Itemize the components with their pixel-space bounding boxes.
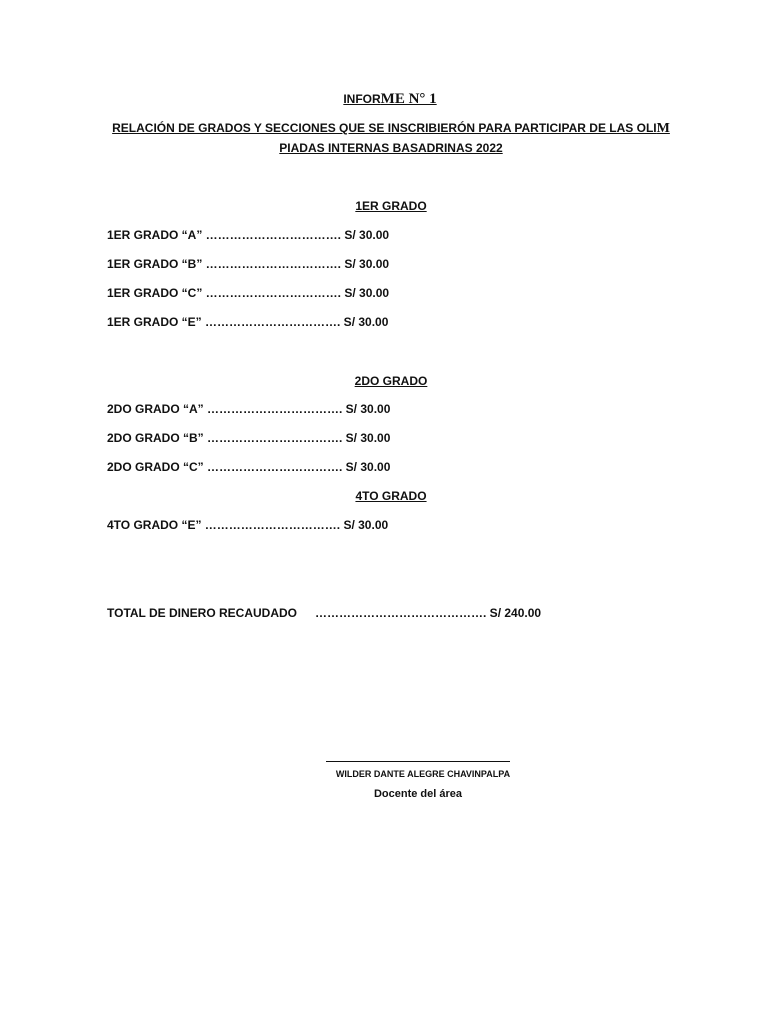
total-line bbox=[107, 606, 541, 620]
report-subtitle-line1 bbox=[0, 121, 768, 137]
list-item: 2DO GRADO “C” ……………………………. S/ 30.00 bbox=[107, 460, 391, 474]
section-heading-1er-grado: 1ER GRADO bbox=[355, 199, 427, 213]
signature-line bbox=[326, 761, 510, 762]
list-item: 2DO GRADO “B” ……………………………. S/ 30.00 bbox=[107, 431, 391, 445]
report-subtitle-line2: PIADAS INTERNAS BASADRINAS 2022 bbox=[279, 141, 503, 155]
section-heading-4to-grado: 4TO GRADO bbox=[355, 489, 427, 503]
signatory-name: WILDER DANTE ALEGRE CHAVINPALPA bbox=[335, 769, 511, 779]
list-item: 1ER GRADO “A” ……………………………. S/ 30.00 bbox=[107, 228, 390, 242]
report-title-small: INFOR bbox=[343, 92, 381, 106]
list-item: 4TO GRADO “E” ……………………………. S/ 30.00 bbox=[107, 518, 389, 532]
list-item: 1ER GRADO “E” ……………………………. S/ 30.00 bbox=[107, 315, 389, 329]
report-subtitle-line1-main: RELACIÓN DE GRADOS Y SECCIONES QUE SE INSCRIBIERÓN PARA PARTICIPAR DE LAS OLI bbox=[112, 121, 657, 135]
list-item: 1ER GRADO “C” ……………………………. S/ 30.00 bbox=[107, 286, 390, 300]
signatory-role: Docente del área bbox=[373, 788, 463, 800]
section-heading-2do-grado: 2DO GRADO bbox=[354, 374, 428, 388]
report-title-big: ME N° 1 bbox=[380, 91, 437, 107]
total-label: TOTAL DE DINERO RECAUDADO bbox=[107, 606, 298, 620]
list-item: 1ER GRADO “B” ……………………………. S/ 30.00 bbox=[107, 257, 390, 271]
list-item: 2DO GRADO “A” ……………………………. S/ 30.00 bbox=[107, 402, 391, 416]
total-amount: ……………………………………. S/ 240.00 bbox=[315, 606, 542, 620]
report-title bbox=[0, 91, 768, 108]
report-subtitle-line1-tail: M bbox=[656, 121, 670, 136]
